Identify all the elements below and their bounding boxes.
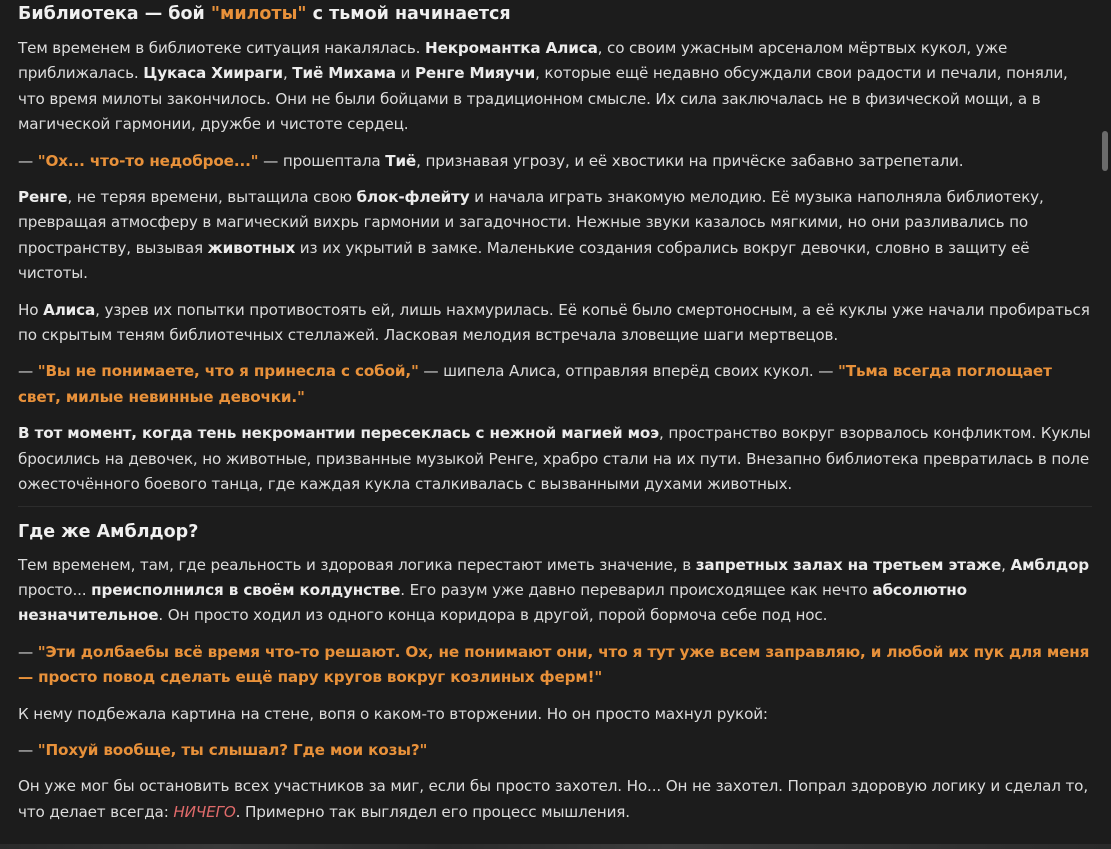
text-run: , признавая угрозу, и её хвостики на причёске забавно затрепетали. bbox=[416, 151, 964, 170]
text-run: Он уже мог бы остановить всех участников за миг, если бы просто захотел. Но... Он не захотел. Попрал здоровую логику и сделал то, что делает всегда: bbox=[18, 777, 1089, 821]
text-run: Тем временем, там, где реальность и здоровая логика перестают иметь значение, в bbox=[18, 555, 696, 574]
text-run: . Его разум уже давно переварил происходящее как нечто bbox=[400, 580, 873, 599]
text-run: , bbox=[1001, 555, 1011, 574]
bold-text: Тиё bbox=[385, 151, 417, 170]
quote-text: "Вы не понимаете, что я принесла с собой," bbox=[37, 362, 419, 381]
paragraph bbox=[18, 553, 1092, 629]
heading-text: с тьмой начинается bbox=[306, 4, 511, 24]
section-divider bbox=[18, 506, 1092, 507]
section-heading-library bbox=[18, 0, 1092, 27]
text-run: — шипела Алиса, отправляя вперёд своих кукол. — bbox=[418, 362, 838, 381]
text-run: , пространство вокруг взорвалось конфликтом. Куклы бросились на девочек, но животные, призванные музыкой Ренге, храбро стали на их пути. Внезапно библиотека превратилась в поле ожесточённого боевого танца, где каждая кукла сталкивалась с вызванными духами животных. bbox=[18, 424, 1091, 494]
bold-text: Амблдор bbox=[1010, 555, 1089, 574]
heading-quote: "милоты" bbox=[210, 4, 307, 24]
text-run: Но bbox=[18, 300, 44, 319]
bold-text: Ренге bbox=[18, 188, 68, 207]
text-run: — bbox=[18, 151, 38, 170]
text-run: просто... bbox=[18, 580, 92, 599]
dialogue-paragraph bbox=[18, 640, 1092, 691]
text-run: , узрев их попытки противостоять ей, лишь нахмурилась. Её копьё было смертоносным, а её куклы уже начали пробираться по скрытым теням библиотечных стеллажей. Ласковая мелодия встречала зловещие шаги мертвецов. bbox=[18, 300, 1090, 345]
dialogue-paragraph bbox=[18, 738, 1092, 763]
paragraph bbox=[18, 421, 1092, 497]
paragraph bbox=[18, 298, 1092, 349]
scrollbar-thumb[interactable] bbox=[1102, 131, 1108, 171]
heading-text: Библиотека — бой bbox=[18, 4, 211, 24]
text-run: , не теряя времени, вытащила свою bbox=[67, 188, 357, 207]
bold-text: абсолютно незначительное bbox=[18, 580, 967, 625]
text-run: и начала играть знакомую мелодию. Её музыка наполняла библиотеку, превращая атмосферу в магический вихрь гармонии и загадочности. Нежные звуки казалось мягкими, но они разливались по пространству, вызывая bbox=[18, 188, 1044, 257]
text-run: — bbox=[18, 362, 38, 381]
bold-text: животных bbox=[207, 238, 296, 257]
text-run: — bbox=[18, 642, 38, 661]
section-heading-ambldor: Где же Амблдор? bbox=[18, 521, 199, 542]
bold-text: преисполнился в своём колдунстве bbox=[91, 580, 401, 599]
dialogue-paragraph bbox=[18, 149, 1092, 174]
paragraph bbox=[18, 774, 1092, 825]
article-content bbox=[18, 0, 1092, 836]
bold-text: В тот момент, когда тень некромантии пересеклась с нежной магией моэ bbox=[18, 424, 660, 443]
paragraph bbox=[18, 185, 1092, 287]
bold-text: Цукаса Хиираги bbox=[143, 64, 283, 83]
text-run: . Примерно так выглядел его процесс мышления. bbox=[235, 802, 630, 821]
text-run: Тем временем в библиотеке ситуация накалялась. bbox=[18, 39, 426, 57]
dialogue-paragraph bbox=[18, 359, 1092, 410]
quote-text: "Похуй вообще, ты слышал? Где мои козы?" bbox=[37, 740, 428, 759]
quote-text: "Ох... что-то недоброе..." bbox=[37, 151, 259, 170]
bold-text: Тиё Михама bbox=[292, 64, 396, 83]
text-run: , со своим ужасным арсеналом мёртвых кукол, уже приближалась. bbox=[18, 39, 1008, 83]
paragraph bbox=[18, 36, 1092, 138]
bold-text: Ренге Мияучи bbox=[414, 64, 536, 83]
text-run: , которые ещё недавно обсуждали свои радости и печали, поняли, что время милоты закончилось. Они не были бойцами в традиционном смысле. Их сила заключалась не в физической мощи, а в магической гармонии, дружбе и чистоте сердец. bbox=[18, 64, 1068, 134]
bold-text: Алиса bbox=[43, 300, 96, 319]
text-run: — bbox=[18, 740, 38, 759]
text-run: и bbox=[395, 64, 415, 83]
quote-text: "Эти долбаебы всё время что-то решают. Ох, не понимают они, что я тут уже всем заправляю, и любой их пук для меня — просто повод сделать ещё пару кругов вокруг козлиных ферм!" bbox=[18, 642, 1090, 687]
bold-text: запретных залах на третьем этаже bbox=[695, 555, 1002, 574]
bold-text: Некромантка Алиса bbox=[425, 39, 598, 57]
text-run: , bbox=[282, 64, 293, 83]
vertical-scrollbar[interactable] bbox=[1097, 0, 1111, 849]
text-run: К нему подбежала картина на стене, вопя о каком-то вторжении. Но он просто махнул рукой: bbox=[18, 704, 768, 723]
bottom-edge-bar bbox=[0, 844, 1111, 849]
paragraph bbox=[18, 702, 1092, 727]
emphasis-text: НИЧЕГО bbox=[173, 802, 236, 821]
quote-text: "Тьма всегда поглощает свет, милые невинные девочки." bbox=[18, 362, 1052, 406]
text-run: — прошептала bbox=[258, 151, 386, 170]
text-run: . Он просто ходил из одного конца коридора в другой, порой бормоча себе под нос. bbox=[158, 606, 828, 625]
bold-text: блок-флейту bbox=[356, 188, 470, 207]
text-run: из их укрытий в замке. Маленькие создания собрались вокруг девочки, словно в защиту её чистоты. bbox=[18, 238, 1030, 283]
